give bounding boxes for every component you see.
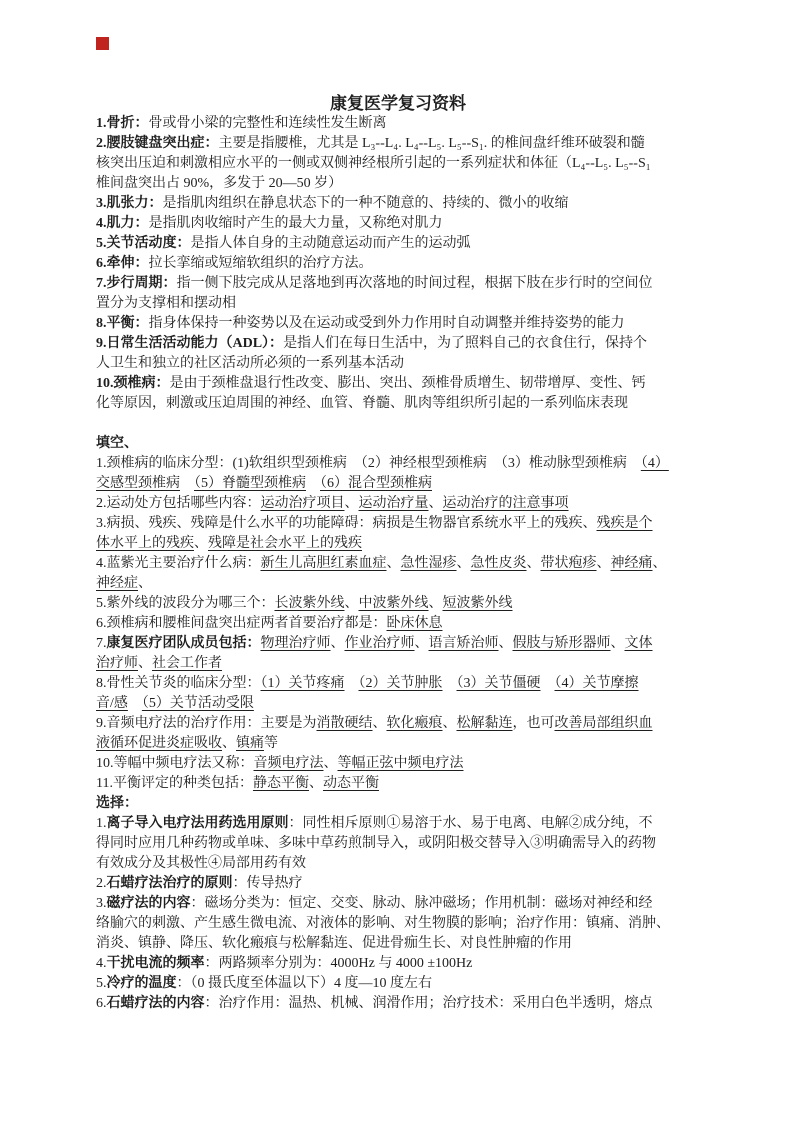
text-segment: 11.平衡评定的种类包括：: [96, 776, 253, 791]
text-segment: 、: [372, 716, 387, 731]
text-segment: 急性湿疹: [400, 556, 457, 571]
text-segment: 拉长挛缩或短缩软组织的治疗方法。: [148, 256, 373, 271]
text-line: [96, 114, 700, 134]
text-segment: 音/感: [96, 696, 128, 711]
text-line: [96, 834, 700, 854]
text-line: [96, 394, 700, 414]
text-line: [96, 694, 700, 714]
text-line: [96, 254, 700, 274]
text-segment: 软化瘢痕: [386, 716, 443, 731]
text-segment: 、: [428, 596, 443, 611]
text-line: [96, 874, 700, 894]
text-segment: 8.平衡：: [96, 316, 149, 331]
text-line: [96, 174, 700, 194]
text-line: [96, 354, 700, 374]
text-segment: 指一侧下肢完成从足落地到再次落地的时间过程，根据下肢在步行时的空间位: [176, 276, 653, 291]
text-segment: 有效成分及其极性④局部用药有效: [96, 856, 306, 871]
text-segment: 9.音频电疗法的治疗作用：主要是为: [96, 716, 317, 731]
text-segment: （6）混合型颈椎病: [320, 476, 432, 491]
text-segment: （4）: [640, 456, 669, 471]
text-line: [96, 894, 700, 914]
text-segment: 改善局部组织血: [554, 716, 653, 731]
text-line: [96, 154, 700, 174]
text-line: [96, 474, 700, 494]
text-segment: 是指人体自身的主动随意运动而产生的运动弧: [190, 236, 471, 251]
text-segment: [306, 476, 320, 491]
text-segment: 石蜡疗法的内容: [106, 996, 205, 1011]
text-segment: 6.牵伸：: [96, 256, 149, 271]
text-segment: 治疗师: [96, 656, 138, 671]
text-segment: 镇痛: [236, 736, 264, 751]
text-segment: 残障是社会水平上的残疾: [208, 536, 362, 551]
text-segment: 8.骨性关节炎的临床分型：: [96, 676, 261, 691]
text-segment: 、: [344, 596, 359, 611]
text-segment: 2.: [96, 876, 107, 891]
text-line: [96, 314, 700, 334]
text-line: [96, 334, 700, 354]
text-segment: 、: [610, 636, 625, 651]
text-segment: 作业治疗师: [344, 636, 415, 651]
text-segment: 3.肌张力：: [96, 196, 163, 211]
text-segment: 干扰电流的频率: [106, 956, 205, 971]
text-segment: 中波紫外线: [358, 596, 429, 611]
text-line: [96, 574, 700, 594]
text-line: [96, 234, 700, 254]
text-segment: ：两路频率分别为：4000Hz 与 4000 ±100Hz: [204, 956, 473, 971]
text-segment: 短波紫外线: [442, 596, 513, 611]
text-segment: 置分为支撑相和摆动相: [96, 296, 236, 311]
text-segment: 5.: [96, 976, 107, 991]
text-segment: 选择：: [96, 796, 138, 811]
text-segment: 4.蓝紫光主要治疗什么病：: [96, 556, 261, 571]
text-segment: 文体: [624, 636, 653, 651]
text-segment: 指身体保持一种姿势以及在运动或受到外力作用时自动调整并维持姿势的能力: [148, 316, 625, 331]
text-line: [96, 134, 700, 154]
text-line: [96, 654, 700, 674]
text-segment: 消炎、镇静、降压、软化瘢痕与松解黏连、促进骨痂生长、对良性肿瘤的作用: [96, 936, 572, 951]
text-line: [96, 534, 700, 554]
text-segment: 康复医疗团队成员包括：: [106, 636, 261, 651]
text-segment: （3）关节僵硬: [456, 676, 541, 691]
text-segment: 音频电疗法: [253, 756, 324, 771]
text-line: [96, 794, 700, 814]
text-segment: 得同时应用几种药物或单味、多味中草药煎制导入，或阴阳极交替导入③明确需导入的药物: [96, 836, 656, 851]
text-line: [96, 754, 700, 774]
text-segment: [443, 676, 457, 691]
text-segment: 9.日常生活活动能力（ADL）：: [96, 336, 284, 351]
text-segment: 、: [386, 556, 401, 571]
text-segment: 物理治疗师: [260, 636, 331, 651]
text-segment: 、: [344, 496, 359, 511]
text-segment: 等幅正弦中频电疗法: [337, 756, 464, 771]
text-segment: 人卫生和独立的社区活动所必须的一系列基本活动: [96, 356, 404, 371]
text-segment: [180, 476, 194, 491]
text-segment: 、: [323, 756, 338, 771]
text-segment: 、: [428, 496, 443, 511]
text-segment: 石蜡疗法治疗的原则: [106, 876, 233, 891]
text-line: [96, 454, 700, 474]
text-segment: 络腧穴的刺激、产生感生微电流、对液体的影响、对生物膜的影响；治疗作用：镇痛、消肿、: [96, 916, 670, 931]
text-segment: 体水平上的残疾: [96, 536, 194, 551]
text-segment: 卧床休息: [386, 616, 443, 631]
text-segment: 椎间盘突出占 90%，多发于 20—50 岁）: [96, 176, 343, 191]
text-segment: 是指人们在每日生活中，为了照料自己的衣食住行，保持个: [283, 336, 648, 351]
text-line: [96, 634, 700, 654]
text-segment: 运动治疗的注意事项: [442, 496, 569, 511]
text-segment: 松解黏连: [456, 716, 513, 731]
text-segment: （4）关节摩擦: [554, 676, 639, 691]
text-line: [96, 934, 700, 954]
text-line: [96, 594, 700, 614]
text-segment: 、: [526, 556, 541, 571]
text-segment: 10.颈椎病：: [96, 376, 170, 391]
text-segment: 带状疱疹: [540, 556, 597, 571]
text-segment: 、: [222, 736, 236, 751]
text-segment: 急性皮炎: [470, 556, 527, 571]
text-line: [96, 914, 700, 934]
text-line: [96, 194, 700, 214]
text-line: [96, 674, 700, 694]
text-segment: 残疾是个: [596, 516, 653, 531]
text-segment: 主要是指腰椎，尤其是 L₃--L₄. L₄--L₅. L₅--S₁. 的椎间盘纤维环破裂和髓: [218, 136, 645, 151]
text-segment: 运动治疗量: [358, 496, 429, 511]
text-segment: 液循环促进炎症吸收: [96, 736, 222, 751]
document-lines: [96, 114, 700, 1014]
text-segment: 、: [442, 716, 457, 731]
text-segment: 1.: [96, 816, 107, 831]
text-line: [96, 374, 700, 394]
text-segment: 2.腰肢键盘突出症：: [96, 136, 219, 151]
text-segment: [128, 696, 142, 711]
text-segment: 7.: [96, 636, 107, 651]
text-segment: 是指肌肉收缩时产生的最大力量，又称绝对肌力: [148, 216, 443, 231]
text-segment: 、: [194, 536, 208, 551]
text-segment: 离子导入电疗法用药选用原则: [106, 816, 289, 831]
text-segment: 等: [264, 736, 278, 751]
text-line: [96, 294, 700, 314]
text-line: [96, 514, 700, 534]
text-segment: ：传导热疗: [232, 876, 303, 891]
text-segment: 化等原因，刺激或压迫周围的神经、血管、脊髓、肌肉等组织所引起的一系列临床表现: [96, 396, 628, 411]
text-segment: 5.紫外线的波段分为哪三个：: [96, 596, 275, 611]
text-segment: 、: [330, 636, 345, 651]
text-segment: ：治疗作用：温热、机械、润滑作用；治疗技术：采用白色半透明，熔点: [204, 996, 653, 1011]
text-segment: [345, 676, 359, 691]
text-line: [96, 274, 700, 294]
text-line: [96, 974, 700, 994]
text-segment: 社会工作者: [152, 656, 222, 671]
text-segment: 6.颈椎病和腰椎间盘突出症两者首要治疗都是：: [96, 616, 387, 631]
text-segment: ，也可: [512, 716, 555, 731]
text-line: [96, 814, 700, 834]
text-segment: 6.: [96, 996, 107, 1011]
text-segment: （5）关节活动受限: [141, 696, 254, 711]
page-title: 康复医学复习资料: [330, 94, 466, 113]
text-segment: 静态平衡: [252, 776, 309, 791]
text-segment: 、: [652, 556, 667, 571]
text-segment: 4.: [96, 956, 107, 971]
text-segment: 3.病损、残疾、残障是什么水平的功能障碍：病损是生物器官系统水平上的残疾、: [96, 516, 597, 531]
text-segment: 是由于颈椎盘退行性改变、膨出、突出、颈椎骨质增生、韧带增厚、变性、钙: [169, 376, 646, 391]
document-content: [96, 94, 700, 1014]
text-segment: 1.骨折：: [96, 116, 149, 131]
text-segment: 4.肌力：: [96, 216, 149, 231]
text-line: [96, 414, 700, 434]
text-segment: 2.运动处方包括哪些内容：: [96, 496, 261, 511]
text-segment: （1）关节疼痛: [260, 676, 345, 691]
text-segment: 骨或骨小梁的完整性和连续性发生断离: [148, 116, 387, 131]
text-segment: 交感型颈椎病: [96, 476, 180, 491]
text-segment: 、: [138, 576, 152, 591]
text-segment: ：磁场分类为：恒定、交变、脉动、脉冲磁场；作用机制：磁场对神经和经: [190, 896, 653, 911]
text-segment: 动态平衡: [322, 776, 379, 791]
text-line: [96, 494, 700, 514]
text-line: [96, 994, 700, 1014]
text-segment: 3.: [96, 896, 107, 911]
text-line: [96, 954, 700, 974]
text-line: [96, 614, 700, 634]
text-segment: 消散硬结: [316, 716, 373, 731]
text-segment: 冷疗的温度: [106, 976, 177, 991]
text-segment: 磁疗法的内容: [106, 896, 191, 911]
text-segment: 10.等幅中频电疗法又称：: [96, 756, 254, 771]
text-segment: 运动治疗项目: [260, 496, 345, 511]
red-stamp-marker: [96, 37, 109, 50]
text-segment: 是指肌肉组织在静息状态下的一种不随意的、持续的、微小的收缩: [162, 196, 569, 211]
text-segment: ：同性相斥原则①易溶于水、易于电离、电解②成分纯，不: [288, 816, 653, 831]
text-line: [96, 214, 700, 234]
text-segment: ：（0 摄氏度至体温以下）4 度—10 度左右: [176, 976, 432, 991]
text-segment: 7.步行周期：: [96, 276, 177, 291]
text-line: [96, 714, 700, 734]
text-segment: 假肢与矫形器师: [512, 636, 611, 651]
text-segment: 5.关节活动度：: [96, 236, 191, 251]
text-segment: 、: [498, 636, 513, 651]
text-segment: 新生儿高胆红素血症: [260, 556, 387, 571]
text-segment: 神经痛: [610, 556, 653, 571]
text-segment: 、: [308, 776, 323, 791]
text-segment: 、: [138, 656, 152, 671]
text-line: [96, 774, 700, 794]
text-line: [96, 734, 700, 754]
text-segment: 神经症: [96, 576, 138, 591]
text-segment: 填空、: [96, 436, 138, 451]
text-segment: 、: [456, 556, 471, 571]
text-segment: 、: [596, 556, 611, 571]
text-segment: 长波紫外线: [274, 596, 345, 611]
text-segment: （2）关节肿胀: [358, 676, 443, 691]
text-line: [96, 554, 700, 574]
text-line: [96, 434, 700, 454]
text-segment: 1.颈椎病的临床分型：(1)软组织型颈椎病 （2）神经根型颈椎病 （3）椎动脉型颈椎病: [96, 456, 641, 471]
text-segment: 语言矫治师: [428, 636, 499, 651]
text-segment: [541, 676, 555, 691]
text-segment: 核突出压迫和刺激相应水平的一侧或双侧神经根所引起的一系列症状和体征（L₄--L₅. L₅--S₁: [96, 156, 651, 171]
text-segment: 、: [414, 636, 429, 651]
text-line: [96, 854, 700, 874]
text-segment: （5）脊髓型颈椎病: [194, 476, 306, 491]
